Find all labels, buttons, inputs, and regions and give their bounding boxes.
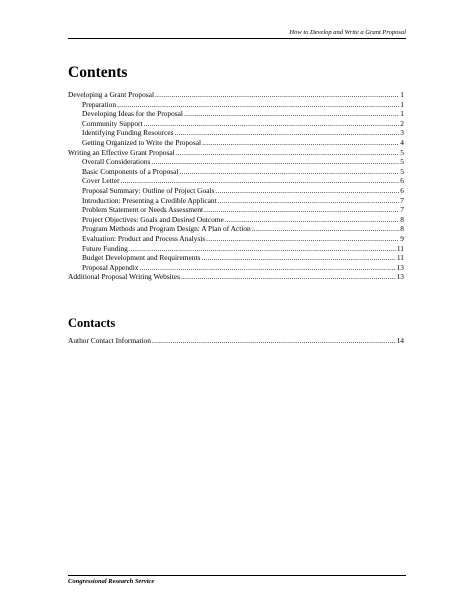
running-title: How to Develop and Write a Grant Proposal (289, 29, 406, 36)
toc-entry-label: Proposal Summary: Outline of Project Goals (82, 185, 215, 195)
toc-entry-label: Project Objectives: Goals and Desired Outcome (82, 214, 224, 224)
toc-entry-basic-components[interactable] (68, 167, 404, 177)
toc-leader-dots (202, 138, 399, 148)
toc-leader-dots (139, 263, 395, 273)
toc-leader-dots (129, 244, 396, 254)
toc-entry-project-objectives[interactable] (68, 215, 404, 225)
toc-entry-getting-organized[interactable] (68, 138, 404, 148)
toc-entry-proposal-summary[interactable] (68, 186, 404, 196)
toc-leader-dots (121, 176, 400, 186)
toc-entry-program-methods[interactable] (68, 224, 404, 234)
toc-entry-page: 7 (400, 195, 404, 205)
page-footer (68, 575, 406, 585)
toc-entry-page: 1 (400, 99, 404, 109)
toc-entry-label: Writing an Effective Grant Proposal (68, 147, 175, 157)
toc-entry-writing-an-effective-grant-proposal[interactable] (68, 148, 404, 158)
toc-entry-label: Getting Organized to Write the Proposal (82, 137, 202, 147)
toc-entry-additional-websites[interactable] (68, 272, 404, 282)
toc-leader-dots (152, 336, 396, 346)
toc-entry-overall-considerations[interactable] (68, 157, 404, 167)
contents-list (68, 90, 404, 282)
toc-entry-label: Cover Letter (82, 176, 120, 186)
toc-entry-label: Proposal Appendix (82, 262, 139, 272)
toc-entry-page: 9 (400, 233, 404, 243)
toc-leader-dots (184, 109, 399, 119)
toc-leader-dots (181, 272, 396, 282)
toc-leader-dots (206, 234, 399, 244)
toc-entry-future-funding[interactable] (68, 244, 404, 254)
toc-entry-evaluation[interactable] (68, 234, 404, 244)
toc-entry-page: 7 (400, 205, 404, 215)
toc-entry-label: Preparation (82, 99, 117, 109)
toc-leader-dots (201, 253, 395, 263)
toc-entry-community-support[interactable] (68, 119, 404, 129)
toc-entry-developing-ideas[interactable] (68, 109, 404, 119)
toc-entry-identifying-funding-resources[interactable] (68, 128, 404, 138)
toc-entry-label: Author Contact Information (68, 336, 151, 345)
contacts-list (68, 336, 404, 346)
toc-entry-label: Introduction: Presenting a Credible Applicant (82, 195, 217, 205)
toc-leader-dots (204, 205, 399, 215)
toc-entry-label: Identifying Funding Resources (82, 128, 174, 138)
toc-leader-dots (144, 119, 400, 129)
toc-entry-developing-a-grant-proposal[interactable] (68, 90, 404, 100)
toc-leader-dots (176, 148, 400, 158)
toc-entry-proposal-appendix[interactable] (68, 263, 404, 273)
toc-entry-page: 6 (400, 185, 404, 195)
toc-leader-dots (179, 167, 399, 177)
toc-entry-introduction[interactable] (68, 196, 404, 206)
toc-entry-page: 8 (400, 224, 404, 234)
toc-leader-dots (218, 196, 400, 206)
toc-entry-label: Budget Development and Requirements (82, 253, 201, 263)
toc-entry-page: 1 (400, 109, 404, 119)
footer-publisher: Congressional Research Service (68, 578, 155, 585)
toc-entry-page: 5 (400, 157, 404, 167)
toc-entry-page: 5 (400, 166, 404, 176)
toc-leader-dots (252, 224, 400, 234)
toc-entry-budget-development[interactable] (68, 253, 404, 263)
toc-entry-page: 5 (400, 147, 404, 157)
toc-entry-label: Future Funding (82, 243, 128, 253)
toc-entry-page: 11 (396, 243, 404, 253)
toc-entry-problem-statement[interactable] (68, 205, 404, 215)
toc-entry-page: 2 (400, 118, 404, 128)
contents-heading: Contents (68, 64, 128, 81)
toc-entry-preparation[interactable] (68, 100, 404, 110)
toc-leader-dots (117, 100, 399, 110)
toc-entry-page: 14 (396, 336, 404, 345)
toc-entry-page: 1 (400, 90, 404, 99)
toc-entry-cover-letter[interactable] (68, 176, 404, 186)
toc-entry-page: 13 (396, 272, 404, 282)
toc-entry-page: 8 (400, 214, 404, 224)
toc-entry-label: Community Support (82, 118, 143, 128)
toc-leader-dots (155, 90, 399, 100)
toc-entry-page: 13 (396, 262, 404, 272)
toc-entry-label: Overall Considerations (82, 157, 151, 167)
toc-entry-label: Developing Ideas for the Proposal (82, 109, 183, 119)
toc-leader-dots (175, 128, 400, 138)
contacts-heading: Contacts (68, 316, 116, 330)
toc-entry-page: 4 (400, 137, 404, 147)
toc-entry-label: Evaluation: Product and Process Analysis (82, 233, 206, 243)
toc-entry-label: Problem Statement or Needs Assessment (82, 205, 204, 215)
toc-entry-author-contact-information[interactable] (68, 336, 404, 346)
toc-leader-dots (151, 157, 399, 167)
toc-entry-page: 6 (400, 176, 404, 186)
toc-entry-label: Program Methods and Program Design: A Plan of Action (82, 224, 251, 234)
toc-leader-dots (215, 186, 399, 196)
toc-leader-dots (225, 215, 399, 225)
toc-entry-page: 11 (396, 253, 404, 263)
toc-entry-label: Additional Proposal Writing Websites (68, 272, 180, 282)
toc-entry-page: 3 (400, 128, 404, 138)
toc-entry-label: Developing a Grant Proposal (68, 90, 154, 99)
toc-entry-label: Basic Components of a Proposal (82, 166, 179, 176)
running-header (68, 29, 406, 39)
